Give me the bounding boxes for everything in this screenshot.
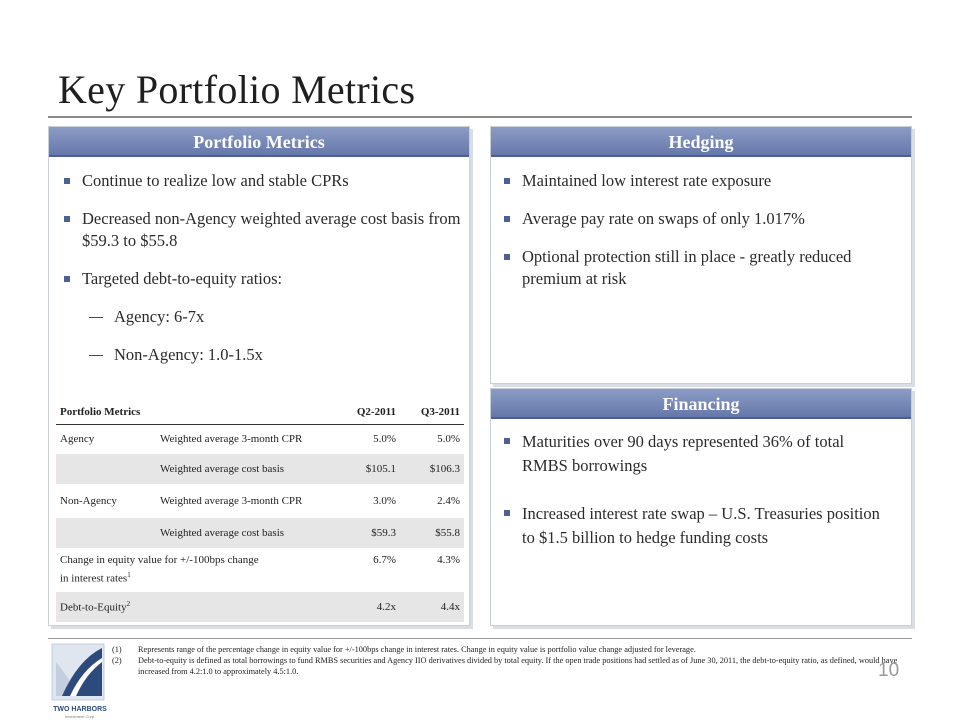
row-metric: Weighted average cost basis: [156, 454, 336, 484]
dash-icon: [89, 355, 103, 356]
row-q3: $106.3: [400, 454, 464, 484]
row-q2: $59.3: [336, 518, 400, 548]
page-title: Key Portfolio Metrics: [58, 67, 416, 112]
table-row: [56, 548, 464, 592]
table-row: [56, 484, 464, 518]
footnote-marker: 1: [127, 571, 131, 580]
logo-name: TWO HARBORS: [53, 706, 107, 713]
bullet-item: Optional protection still in place - greatly reduced premium at risk: [496, 246, 906, 290]
square-bullet-icon: [504, 438, 510, 444]
square-bullet-icon: [504, 510, 510, 516]
row-label: Change in equity value for +/-100bps change in interest rates$^1$: [60, 554, 259, 585]
row-q3: 4.4x: [400, 592, 464, 622]
square-bullet-icon: [64, 276, 70, 282]
bullet-item: Average pay rate on swaps of only 1.017%: [496, 208, 906, 230]
footer-divider: [48, 638, 912, 639]
title-divider: [48, 116, 912, 118]
footnote-item: (2) Debt-to-equity is defined as total borrowings to fund RMBS securities and Agency IIO derivatives divided by total equity. If the open trade positions had settled as of June 30, 2011, the debt-to-equity ratio, as defined, would have increased from 4.2:1.0 to approximately 4.5:1.0.: [112, 656, 898, 676]
financing-header: Financing: [491, 389, 911, 419]
square-bullet-icon: [64, 178, 70, 184]
row-q2: 3.0%: [373, 495, 396, 507]
row-q2: 4.2x: [336, 592, 400, 622]
footnote-marker: (2): [112, 656, 122, 665]
square-bullet-icon: [504, 216, 510, 222]
bullet-item: Decreased non-Agency weighted average cost basis from $59.3 to $55.8: [56, 208, 466, 252]
row-q3: 2.4%: [437, 495, 460, 507]
portfolio-metrics-header: Portfolio Metrics: [49, 127, 469, 157]
row-label: Debt-to-Equity$^2$: [56, 592, 336, 622]
hedging-header: Hedging: [491, 127, 911, 157]
row-metric: Weighted average 3-month CPR: [160, 433, 303, 446]
row-q3: $55.8: [400, 518, 464, 548]
footnotes: [112, 644, 902, 677]
portfolio-metrics-table: [56, 400, 464, 622]
sub-bullet-item: Agency: 6-7x: [56, 306, 466, 328]
row-q3: 4.3%: [437, 554, 460, 566]
row-label: [56, 454, 156, 484]
bullet-item: Targeted debt-to-equity ratios:: [56, 268, 466, 290]
row-q2: $105.1: [336, 454, 400, 484]
dash-icon: [89, 317, 103, 318]
table-row: [56, 518, 464, 548]
page-number: 10: [878, 660, 900, 681]
row-label: Non-Agency: [60, 495, 117, 507]
row-metric: Weighted average 3-month CPR: [160, 495, 303, 507]
hedging-bullets: [496, 170, 906, 290]
table-row: [56, 424, 464, 454]
footnote-item: (1) Represents range of the percentage change in equity value for +/-100bps change in interest rates. Change in equity value is portfolio value change adjusted for leverage.: [112, 645, 696, 654]
bullet-item: Maturities over 90 days represented 36% of total RMBS borrowings: [496, 430, 886, 478]
table-header-label: Portfolio Metrics: [56, 400, 336, 424]
row-metric: Weighted average cost basis: [156, 518, 336, 548]
row-q2: 5.0%: [373, 433, 396, 446]
table-header-q2: Q2-2011: [336, 400, 400, 424]
square-bullet-icon: [504, 178, 510, 184]
table-row: [56, 454, 464, 484]
row-label: [56, 518, 156, 548]
table-header-q3: Q3-2011: [400, 400, 464, 424]
portfolio-bullets: [56, 170, 466, 366]
bullet-item: Increased interest rate swap – U.S. Treasuries position to $1.5 billion to hedge funding costs: [496, 502, 886, 550]
row-label: Agency: [60, 433, 95, 446]
bullet-item: Continue to realize low and stable CPRs: [56, 170, 466, 192]
row-q3: 5.0%: [437, 433, 460, 446]
row-q2: 6.7%: [373, 554, 396, 566]
table-row: [56, 592, 464, 622]
square-bullet-icon: [64, 216, 70, 222]
bullet-item: Maintained low interest rate exposure: [496, 170, 906, 192]
footnote-marker: (1): [112, 645, 122, 654]
financing-bullets: [496, 430, 886, 550]
sub-bullet-item: Non-Agency: 1.0-1.5x: [56, 344, 466, 366]
logo-subtitle: Investment Corp.: [64, 714, 96, 719]
square-bullet-icon: [504, 254, 510, 260]
footnote-marker: 2: [126, 600, 131, 609]
table-header-row: [56, 400, 464, 424]
